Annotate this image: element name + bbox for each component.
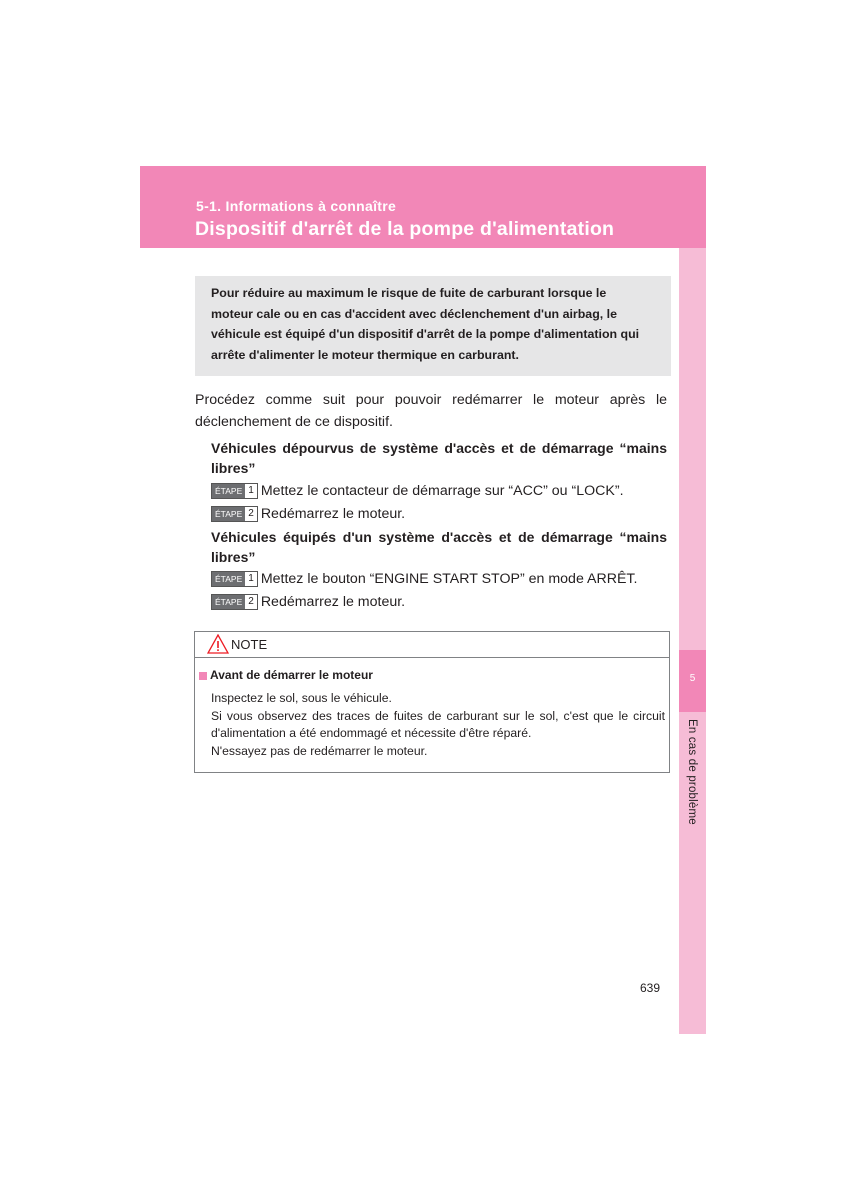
note-bullet-square <box>199 672 207 680</box>
page-number: 639 <box>640 981 661 995</box>
note-title: NOTE <box>231 637 268 652</box>
step-number: 1 <box>245 572 257 586</box>
note-subtitle: Avant de démarrer le moteur <box>210 668 373 682</box>
note-divider <box>194 657 670 658</box>
step-number: 2 <box>245 595 257 609</box>
section-label: 5-1. Informations à connaître <box>196 198 397 214</box>
chapter-number: 5 <box>689 673 696 684</box>
note-line: Si vous observez des traces de fuites de carburant sur le sol, c'est que le circuit d'alimentation a été endommagé et nécessite d'être réparé. <box>211 708 665 740</box>
step-badge <box>211 506 258 522</box>
step-text: Redémarrez le moteur. <box>260 594 406 610</box>
step-text: Redémarrez le moteur. <box>260 506 406 522</box>
warning-icon <box>207 634 229 654</box>
step-label: ÉTAPE <box>212 572 245 586</box>
step-row <box>211 505 405 523</box>
step-text: Mettez le contacteur de démarrage sur “ACC” ou “LOCK”. <box>260 483 624 499</box>
step-row <box>211 593 405 611</box>
step-number: 1 <box>245 484 257 498</box>
step-row <box>211 570 637 588</box>
step-label: ÉTAPE <box>212 507 245 521</box>
side-tab-strip <box>679 248 706 1034</box>
vehicle-heading: Véhicules équipés d'un système d'accès et de démarrage “mains libres” <box>211 529 667 565</box>
step-number: 2 <box>245 507 257 521</box>
step-badge <box>211 594 258 610</box>
vehicle-heading: Véhicules dépourvus de système d'accès et de démarrage “mains libres” <box>211 440 667 476</box>
body-paragraph: Procédez comme suit pour pouvoir redémarrer le moteur après le déclenchement de ce dispositif. <box>195 392 667 430</box>
step-badge <box>211 571 258 587</box>
note-body <box>211 690 665 760</box>
note-line: N'essayez pas de redémarrer le moteur. <box>211 743 428 758</box>
note-line: Inspectez le sol, sous le véhicule. <box>211 691 392 705</box>
step-row <box>211 482 624 500</box>
step-text: Mettez le bouton “ENGINE START STOP” en mode ARRÊT. <box>260 571 638 587</box>
page-title: Dispositif d'arrêt de la pompe d'alimentation <box>195 218 615 240</box>
step-label: ÉTAPE <box>212 484 245 498</box>
step-label: ÉTAPE <box>212 595 245 609</box>
step-badge <box>211 483 258 499</box>
chapter-name: En cas de problème <box>686 719 698 825</box>
intro-text: Pour réduire au maximum le risque de fuite de carburant lorsque le moteur cale ou en cas d'accident avec déclenchement d'un airbag, le véhicule est équipé d'un dispositif d'arrêt de la pompe d'alimentation qui arrête d'alimenter le moteur thermique en carburant. <box>211 286 640 362</box>
